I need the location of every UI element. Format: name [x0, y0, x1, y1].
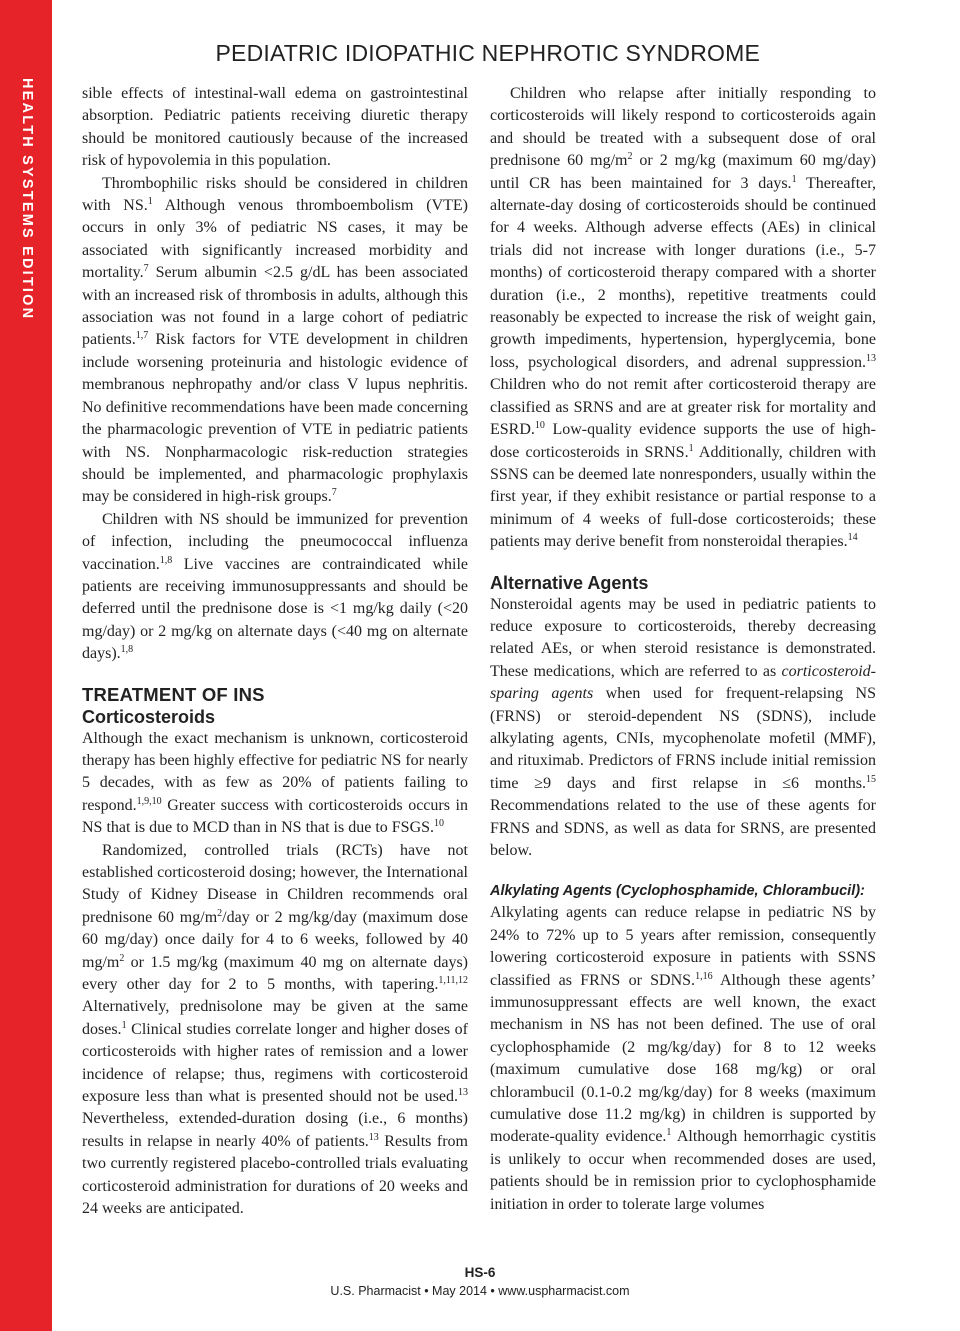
paragraph: Children who relapse after initially responding to corticosteroids will likely respond to corticosteroids again and should be treated with a subsequent dose of oral prednisone 60 $mg/m^2$ or 2 mg/kg (maximum 60 mg/day) until CR has been maintained for 3 days.$^1$ Thereafter, alternate-day dosing of corticosteroids should be continued for 4 weeks. Although adverse effects (AEs) in clinical trials did not increase with longer durations (i.e., 5-7 months) of corticosteroid therapy compared with a shorter duration (i.e., 2 months), repetitive treatments could reasonably be expected to increase the risk of weight gain, growth impediments, hypertension, hyperglycemia, bone loss, psychological disorders, and adrenal suppression.$^{13}$ Children who do not remit after corticosteroid therapy are classified as SRNS and are at greater risk for mortality and ESRD.$^{10}$ Low-quality evidence supports the use of high-dose corticosteroids in SRNS.$^1$ Additionally, children with SSNS can be deemed late nonresponders, usually within the first year, if they exhibit resistance or partial response to a minimum of 4 weeks of full-dose corticosteroids; these patients may derive benefit from nonsteroidal therapies.$^{14}$: [490, 85, 876, 551]
right-column: [490, 83, 876, 1216]
side-label: HEALTH SYSTEMS EDITION: [19, 78, 35, 321]
running-head: PEDIATRIC IDIOPATHIC NEPHROTIC SYNDROME: [215, 40, 760, 66]
subsection-heading: Corticosteroids: [82, 706, 216, 727]
minor-heading: Alkylating Agents (Cyclophosphamide, Chlorambucil):: [490, 883, 865, 900]
paragraph: Although the exact mechanism is unknown, corticosteroid therapy has been highly effective for pediatric NS for nearly 5 decades, with as few as 20% of patients failing to respond.$^{1,9,10}$ Greater success with corticosteroids occurs in NS that is due to MCD than in NS that is due to FSGS.$^{10}$: [82, 729, 468, 837]
paragraph: Thrombophilic risks should be considered in children with NS.$^1$ Although venous thromboembolism (VTE) occurs in only 3% of pediatric NS cases, it may be associated with significantly increased morbidity and mortality.$^7$ Serum albumin <2.5 g/dL has been associated with an increased risk of thrombosis in adults, although this association was not found in a large cohort of pediatric patients.$^{1,7}$ Risk factors for VTE development in children include worsening proteinuria and histologic evidence of membranous nephropathy and/or class V lupus nephritis. No definitive recommendations have been made concerning the pharmacologic prevention of VTE in pediatric patients with NS. Nonpharmacologic risk-reduction strategies should be implemented, and pharmacologic prophylaxis may be considered in high-risk groups.$^7$: [82, 174, 468, 506]
footer-citation: U.S. Pharmacist • May 2014 • www.uspharmacist.com: [330, 1284, 630, 1298]
paragraph: sible effects of intestinal-wall edema on gastrointestinal absorption. Pediatric patients receiving diuretic therapy should be monitored cautiously because of the increased risk of hypovolemia in this population.: [82, 85, 468, 170]
section-heading: TREATMENT OF INS: [82, 683, 265, 705]
side-bar: [0, 0, 52, 1331]
paragraph: Alkylating agents can reduce relapse in pediatric NS by 24% to 72% up to 5 years after remission, consequently lowering corticosteroid exposure in patients with SSNS classified as FRNS or SDNS.$^{1,16}$ Although these agents’ immunosuppressant effects are well known, the exact mechanism in NS has not been defined. The use of oral cyclophosphamide (2 mg/kg/day) for 8 to 12 weeks (maximum cumulative dose 168 mg/kg) or oral chlorambucil (0.1-0.2 mg/kg/day) for 8 weeks (maximum cumulative dose 11.2 mg/kg) in children is supported by moderate-quality evidence.$^1$ Although hemorrhagic cystitis is unlikely to occur when recommended doses are used, patients should be in remission prior to cyclophosphamide initiation in order to tolerate large volumes: [490, 904, 877, 1213]
paragraph: Nonsteroidal agents may be used in pediatric patients to reduce exposure to corticosteroids, thereby decreasing related AEs, or when steroid resistance is demonstrated. These medications, which are referred to as corticosteroid-sparing agents when used for frequent-relapsing NS (FRNS) or steroid-dependent NS (SDNS), include alkylating agents, CNIs, mycophenolate mofetil (MMF), and rituximab. Predictors of FRNS include initial remission time ≥9 days and first relapse in ≤6 months.$^{15}$ Recommendations related to the use of these agents for FRNS and SDNS, as well as data for SRNS, are presented below.: [490, 595, 877, 859]
left-column: [82, 83, 468, 1221]
paragraph: Children with NS should be immunized for prevention of infection, including the pneumococcal influenza vaccination.$^{1,8}$ Live vaccines are contraindicated while patients are receiving immunosuppressants and should be deferred until the prednisone dose is <1 mg/kg daily (<20 mg/day) or 2 mg/kg on alternate days (<40 mg on alternate days).$^{1,8}$: [82, 510, 468, 663]
subsection-heading: Alternative Agents: [490, 572, 649, 593]
page-number: HS-6: [464, 1265, 496, 1280]
paragraph: Randomized, controlled trials (RCTs) have not established corticosteroid dosing; however, the International Study of Kidney Disease in Children recommends oral prednisone 60 $mg/m^2$/day or 2 mg/kg/day (maximum dose 60 mg/day) once daily for 4 to 6 weeks, followed by 40 $mg/m^2$ or 1.5 mg/kg (maximum 40 mg on alternate days) every other day for 2 to 5 months, with tapering.$^{1,11,12}$ Alternatively, prednisolone may be given at the same doses.$^1$ Clinical studies correlate longer and higher doses of corticosteroids with higher rates of remission and a lower incidence of relapse; thus, regimens with corticosteroid exposure less than what is presented should not be used.$^{13}$ Nevertheless, extended-duration dosing (i.e., 6 months) results in relapse in nearly 40% of patients.$^{13}$ Results from two currently registered placebo-controlled trials evaluating corticosteroid administration for durations of 20 weeks and 24 weeks are anticipated.: [82, 841, 468, 1218]
